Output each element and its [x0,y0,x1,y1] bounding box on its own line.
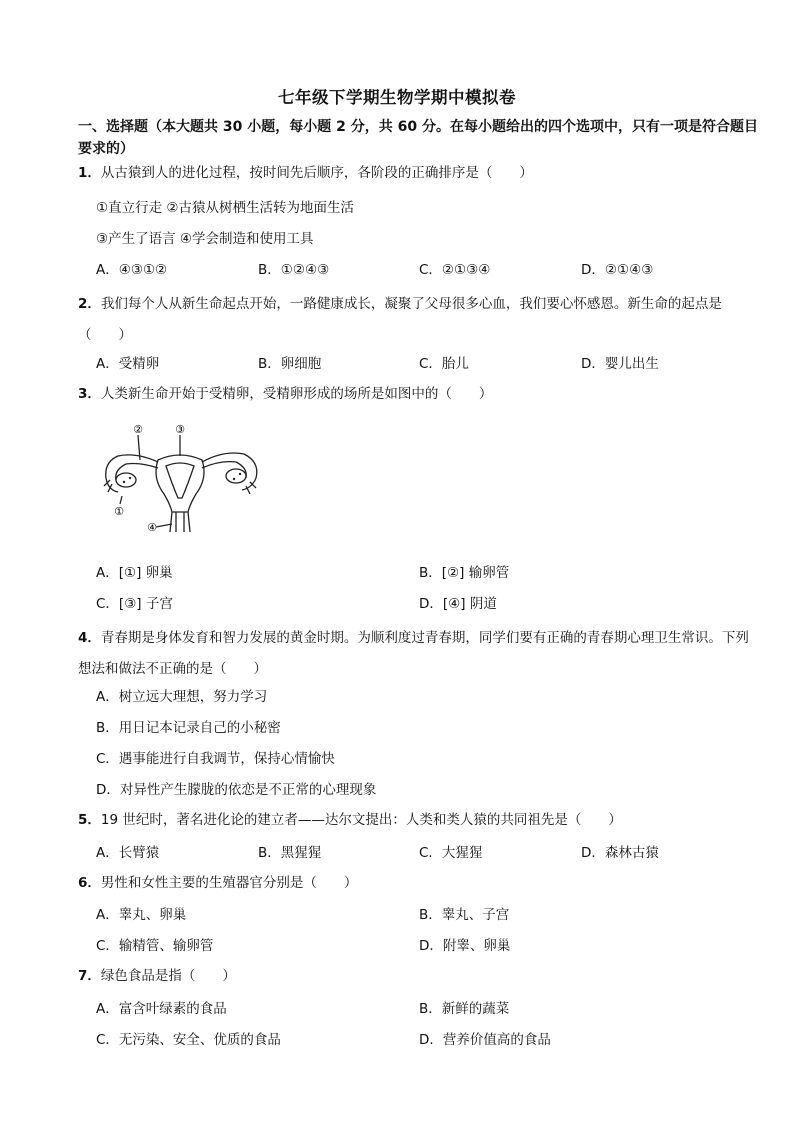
option-d[interactable]: D．附睾、卵巢 [419,938,511,954]
exam-title: 七年级下学期生物学期中模拟卷 [278,88,516,107]
question-stem: 我们每个人从新生命起点开始，一路健康成长，凝聚了父母很多心血，我们要心怀感恩。新生命的起点是（ ） [78,296,722,343]
option-d[interactable]: D．森林古猿 [581,845,659,861]
question-stem: 青春期是身体发育和智力发展的黄金时期。为顺利度过青春期，同学们要有正确的青春期心理卫生常识。下列想法和做法不正确的是（ ） [78,630,749,677]
question-1-statement: ①直立行走 ②古猿从树栖生活转为地面生活 [96,200,354,216]
question-stem: 男性和女性主要的生殖器官分别是（ ） [100,875,358,891]
leader-1 [120,496,122,504]
option-b[interactable]: B．[②] 输卵管 [419,565,510,581]
option-c[interactable]: C．[③] 子宫 [96,596,173,612]
option-c[interactable]: C．大猩猩 [419,845,483,861]
option-d[interactable]: D．营养价值高的食品 [419,1032,551,1048]
left-oviduct [106,455,158,492]
question-2 [78,289,758,351]
question-number: 1． [78,165,101,181]
option-a[interactable]: A．富含叶绿素的食品 [96,1001,227,1017]
uterus-diagram-svg [96,420,266,540]
option-d[interactable]: D．对异性产生朦胧的依恋是不正常的心理现象 [96,782,377,798]
question-stem: 人类新生命开始于受精卵，受精卵形成的场所是如图中的（ ） [100,386,493,402]
option-c[interactable]: C．②①③④ [419,262,491,278]
option-c[interactable]: C．遇事能进行自我调节，保持心情愉快 [96,751,335,767]
option-a[interactable]: A．④③①② [96,262,168,278]
option-d[interactable]: D．[④] 阴道 [419,596,497,612]
option-b[interactable]: B．新鲜的蔬菜 [419,1001,510,1017]
option-d[interactable]: D．婴儿出生 [581,356,659,372]
right-ovary [226,469,246,483]
female-reproductive-system-diagram [96,420,266,540]
option-b[interactable]: B．黑猩猩 [258,845,322,861]
question-number: 4． [78,630,101,646]
option-b[interactable]: B．睾丸、子宫 [419,907,510,923]
option-c[interactable]: C．无污染、安全、优质的食品 [96,1032,281,1048]
option-c[interactable]: C．输精管、输卵管 [96,938,214,954]
left-oviduct-inner [116,464,158,481]
option-a[interactable]: A．受精卵 [96,356,160,372]
question-number: 3． [78,386,101,402]
option-a[interactable]: A．睾丸、卵巢 [96,907,187,923]
question-1 [78,162,758,184]
question-1-statement: ③产生了语言 ④学会制造和使用工具 [96,231,314,247]
option-b[interactable]: B．卵细胞 [258,356,322,372]
question-number: 7． [78,968,101,984]
question-stem: 19 世纪时，著名进化论的建立者——达尔文提出：人类和类人猿的共同祖先是（ ） [100,812,622,828]
option-c[interactable]: C．胎儿 [419,356,469,372]
question-6 [78,872,758,894]
option-a[interactable]: A．树立远大理想，努力学习 [96,689,268,705]
question-stem: 绿色食品是指（ ） [100,968,236,984]
figure-label-4: ④ [147,521,157,534]
option-a[interactable]: A．[①] 卵巢 [96,565,173,581]
question-number: 6． [78,875,101,891]
question-4 [78,623,758,685]
option-b[interactable]: B．用日记本记录自己的小秘密 [96,720,281,736]
figure-label-1: ① [114,505,124,518]
option-a[interactable]: A．长臂猿 [96,845,160,861]
figure-label-3: ③ [175,423,185,436]
question-stem: 从古猿到人的进化过程，按时间先后顺序，各阶段的正确排序是（ ） [100,165,533,181]
question-7 [78,965,758,987]
figure-label-2: ② [133,423,143,436]
uterine-cavity [166,463,194,498]
left-ovary [116,473,136,487]
question-3 [78,383,758,405]
option-b[interactable]: B．①②④③ [258,262,330,278]
question-5 [78,809,758,831]
option-d[interactable]: D．②①④③ [581,262,654,278]
section-heading: 一、选择题（本大题共 30 小题，每小题 2 分，共 60 分。在每小题给出的四个选项中，只有一项是符合题目要求的） [78,119,758,157]
leader-4 [156,524,172,527]
vagina-outline [170,512,190,532]
question-number: 5． [78,812,101,828]
question-number: 2． [78,296,101,312]
